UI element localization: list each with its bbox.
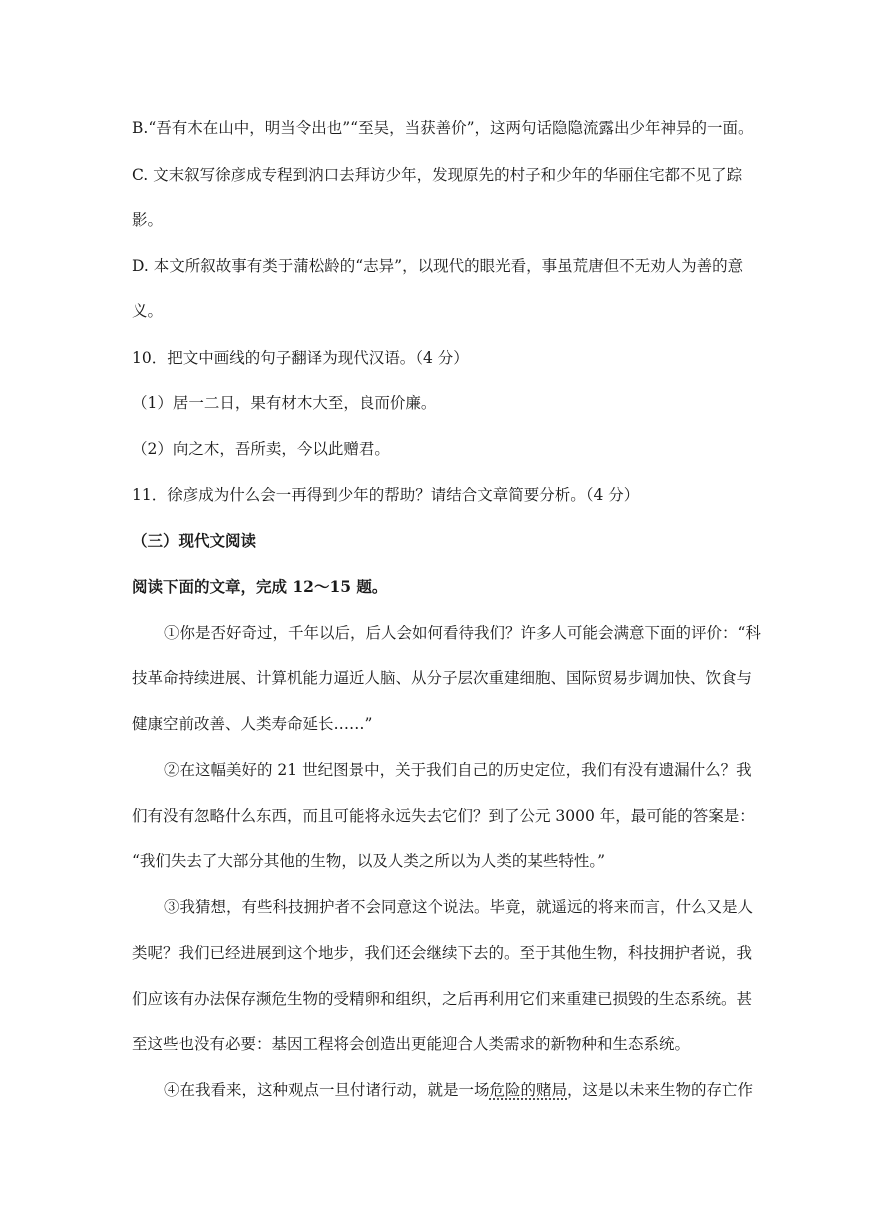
- paragraph-3-line-1: ③我猜想，有些科技拥护者不会同意这个说法。毕竟，就遥远的将来而言，什么又是人: [164, 898, 754, 916]
- question-10-item-1: （1）居一二日，果有材木大至，良而价廉。: [132, 394, 437, 412]
- option-d-line-1: D. 本文所叙故事有类于蒲松龄的“志异”，以现代的眼光看，事虽荒唐但不无劝人为善的意: [132, 257, 744, 275]
- question-10: 10．把文中画线的句子翻译为现代汉语。（4 分）: [132, 349, 469, 367]
- paragraph-4-text-before: ④在我看来，这种观点一旦付诸行动，就是一场: [164, 1081, 490, 1099]
- paragraph-3-line-2: 类呢？我们已经进展到这个地步，我们还会继续下去的。至于其他生物，科技拥护者说，我: [132, 944, 753, 962]
- option-c-line-1: C. 文末叙写徐彦成专程到汭口去拜访少年，发现原先的村子和少年的华丽住宅都不见了踪: [132, 166, 743, 184]
- question-10-item-2: （2）向之木，吾所卖，今以此赠君。: [132, 440, 390, 458]
- paragraph-3-line-3: 们应该有办法保存濒危生物的受精卵和组织，之后再利用它们来重建已损毁的生态系统。甚: [132, 990, 753, 1008]
- section-heading: （三）现代文阅读: [132, 531, 257, 550]
- paragraph-2-line-3: “我们失去了大部分其他的生物，以及人类之所以为人类的某些特性。”: [132, 852, 606, 870]
- paragraph-4-text-after: ，这是以未来生物的存亡作: [567, 1081, 754, 1099]
- reading-instruction: 阅读下面的文章，完成 12～15 题。: [132, 577, 388, 596]
- paragraph-4-line-1: [164, 1079, 770, 1101]
- option-d-line-2: 义。: [132, 302, 164, 320]
- paragraph-2-line-2: 们有没有忽略什么东西，而且可能将永远失去它们？到了公元 3000 年，最可能的答案是：: [132, 807, 755, 825]
- emphasized-phrase: 危险的赌局: [489, 1081, 568, 1099]
- paragraph-2-line-1: ②在这幅美好的 21 世纪图景中，关于我们自己的历史定位，我们有没有遗漏什么？我: [164, 761, 752, 779]
- option-c-line-2: 影。: [132, 211, 164, 229]
- paragraph-3-line-4: 至这些也没有必要：基因工程将会创造出更能迎合人类需求的新物种和生态系统。: [132, 1035, 691, 1053]
- question-11: 11．徐彦成为什么会一再得到少年的帮助？请结合文章简要分析。（4 分）: [132, 486, 640, 504]
- paragraph-1-line-1: ①你是否好奇过，千年以后，后人会如何看待我们？许多人可能会满意下面的评价：“科: [164, 624, 761, 642]
- paragraph-1-line-3: 健康空前改善、人类寿命延长……”: [132, 715, 373, 733]
- option-b-line: B.“吾有木在山中，明当令出也”“至吴，当获善价”，这两句话隐隐流露出少年神异的一面。: [132, 119, 754, 137]
- paragraph-1-line-2: 技革命持续进展、计算机能力逼近人脑、从分子层次重建细胞、国际贸易步调加快、饮食与: [132, 669, 753, 687]
